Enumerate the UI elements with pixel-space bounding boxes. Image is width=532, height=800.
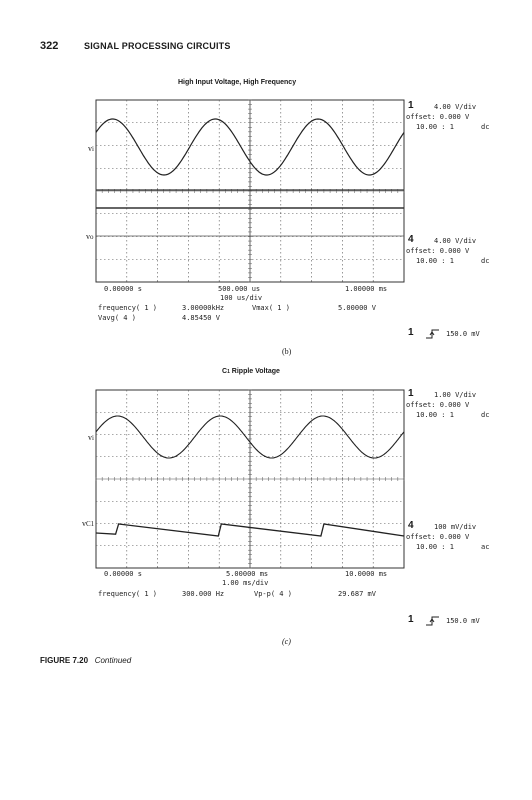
panel-b-ch1-number: 1 [408, 100, 414, 111]
panel-b-title: High Input Voltage, High Frequency [178, 79, 297, 86]
panel-b-ch4-offset: offset: 0.000 V [406, 247, 470, 255]
panel-c-ch1-offset: offset: 0.000 V [406, 401, 470, 409]
panel-c-trace-label-vi: vi [88, 433, 94, 442]
panel-b-meas2-value: 4.85450 V [182, 314, 220, 322]
panel-c-ch4-offset: offset: 0.000 V [406, 533, 470, 541]
panel-c-ch1-probe: 10.00 : 1 [416, 411, 454, 419]
panel-c-oscilloscope-screen [96, 390, 404, 568]
panel-c-grid [96, 390, 404, 568]
panel-b-meas2-label: Vavg( 4 ) [98, 314, 136, 322]
panel-c-title: C1 Ripple Voltage [222, 368, 280, 375]
figure-caption [40, 656, 131, 665]
panel-b-meas1b-label: Vmax( 1 ) [252, 304, 290, 312]
panel-b-trigger-level: 150.0 mV [446, 330, 480, 338]
panel-b-meas1-label: frequency( 1 ) [98, 304, 158, 312]
panel-c-caption: (c) [282, 637, 291, 646]
page-number: 322 [40, 40, 59, 52]
panel-b-trigger-edge-icon [426, 329, 440, 339]
panel-b-ch1-offset: offset: 0.000 V [406, 113, 470, 121]
figure-caption-label: FIGURE 7.20 [40, 656, 89, 665]
panel-c-meas1-label: frequency( 1 ) [98, 590, 158, 598]
panel-c-trace-label-vc1: vC1 [82, 519, 95, 528]
panel-b-time-mid: 500.000 us [218, 285, 261, 293]
panel-c-trigger-channel: 1 [408, 614, 414, 625]
panel-b-trace-label-vi: vi [88, 144, 94, 153]
panel-b-trace-label-vo: vo [86, 232, 94, 241]
figure-caption-text: Continued [94, 656, 132, 665]
panel-b-timebase: 100 us/div [220, 294, 263, 302]
panel-c-trigger-edge-icon [426, 616, 440, 626]
panel-b-ch4-coupling: dc [481, 257, 490, 265]
panel-c-meas1-value: 300.000 Hz [182, 590, 225, 598]
panel-c-ch4-number: 4 [408, 520, 414, 531]
panel-c-meas1b-label: Vp-p( 4 ) [254, 590, 292, 598]
panel-b-trigger-channel: 1 [408, 327, 414, 338]
panel-c-meas1b-value: 29.687 mV [338, 590, 376, 598]
panel-b-ch4-scale: 4.00 V/div [434, 237, 477, 245]
panel-c-ch1-number: 1 [408, 388, 414, 399]
panel-c-trigger-level: 150.0 mV [446, 617, 480, 625]
panel-b-ch4-number: 4 [408, 234, 414, 245]
panel-b-grid [96, 100, 404, 282]
panel-b-time-left: 0.00000 s [104, 285, 142, 293]
panel-b-ch1-scale: 4.00 V/div [434, 103, 477, 111]
panel-b-meas1-value: 3.00000kHz [182, 304, 225, 312]
panel-c-time-right: 10.0000 ms [345, 570, 388, 578]
panel-b-oscilloscope-screen [96, 100, 404, 282]
panel-b-time-right: 1.00000 ms [345, 285, 388, 293]
panel-b-ch1-probe: 10.00 : 1 [416, 123, 454, 131]
panel-c-ch4-coupling: ac [481, 543, 490, 551]
panel-c-time-mid: 5.00000 ms [226, 570, 269, 578]
panel-c-ch1-coupling: dc [481, 411, 490, 419]
panel-c-ch1-scale: 1.00 V/div [434, 391, 477, 399]
panel-b-ch4-probe: 10.00 : 1 [416, 257, 454, 265]
panel-b-caption: (b) [282, 347, 292, 356]
panel-b-meas1b-value: 5.00000 V [338, 304, 376, 312]
panel-c-ch4-probe: 10.00 : 1 [416, 543, 454, 551]
panel-b-ch1-coupling: dc [481, 123, 490, 131]
panel-c-timebase: 1.00 ms/div [222, 579, 269, 587]
panel-c-ch4-scale: 100 mV/div [434, 523, 477, 531]
running-title: SIGNAL PROCESSING CIRCUITS [84, 41, 231, 51]
panel-c-time-left: 0.00000 s [104, 570, 142, 578]
